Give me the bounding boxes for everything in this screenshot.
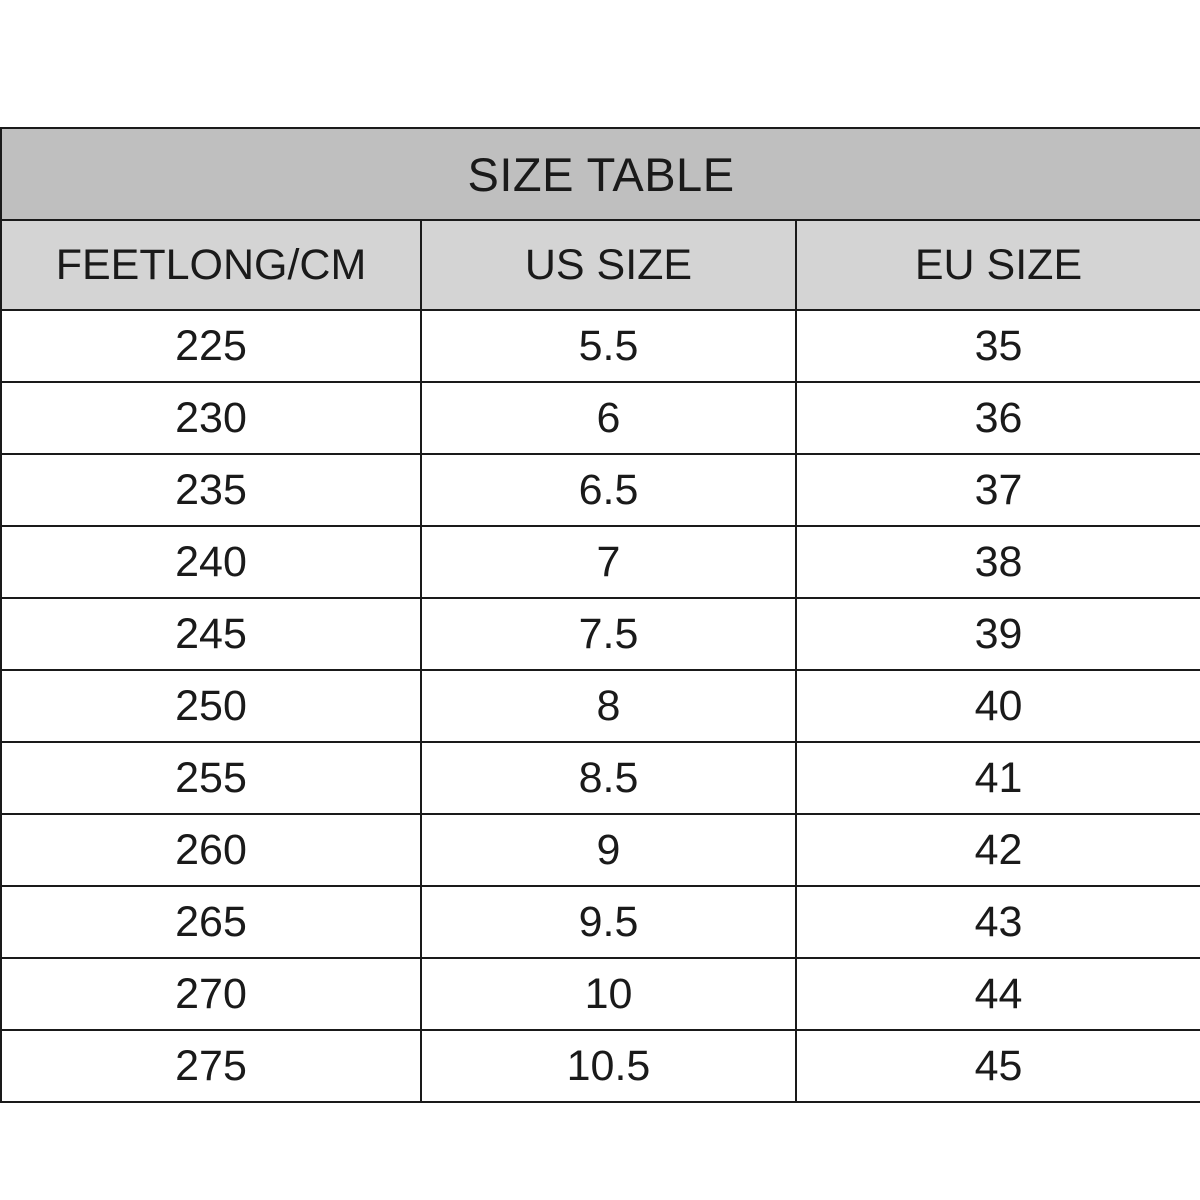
cell-eu-size: 43 (796, 886, 1200, 958)
cell-feetlong: 240 (1, 526, 421, 598)
cell-eu-size: 38 (796, 526, 1200, 598)
cell-feetlong: 250 (1, 670, 421, 742)
cell-eu-size: 41 (796, 742, 1200, 814)
cell-eu-size: 42 (796, 814, 1200, 886)
cell-eu-size: 44 (796, 958, 1200, 1030)
table-title: SIZE TABLE (1, 128, 1200, 220)
column-header-eu-size: EU SIZE (796, 220, 1200, 310)
cell-feetlong: 270 (1, 958, 421, 1030)
table-header-row (1, 220, 1200, 310)
table-row (1, 454, 1200, 526)
column-header-us-size: US SIZE (421, 220, 796, 310)
cell-us-size: 10 (421, 958, 796, 1030)
cell-us-size: 6.5 (421, 454, 796, 526)
table-row (1, 598, 1200, 670)
table-row (1, 742, 1200, 814)
table-title-row (1, 128, 1200, 220)
size-table (0, 127, 1200, 1103)
table-row (1, 382, 1200, 454)
table-row (1, 1030, 1200, 1102)
cell-us-size: 9.5 (421, 886, 796, 958)
cell-feetlong: 275 (1, 1030, 421, 1102)
table-row (1, 958, 1200, 1030)
cell-eu-size: 37 (796, 454, 1200, 526)
table-row (1, 886, 1200, 958)
column-header-feetlong: FEETLONG/CM (1, 220, 421, 310)
cell-feetlong: 260 (1, 814, 421, 886)
cell-eu-size: 35 (796, 310, 1200, 382)
cell-feetlong: 230 (1, 382, 421, 454)
table-row (1, 310, 1200, 382)
cell-us-size: 10.5 (421, 1030, 796, 1102)
cell-eu-size: 40 (796, 670, 1200, 742)
table-row (1, 814, 1200, 886)
cell-us-size: 5.5 (421, 310, 796, 382)
cell-us-size: 8.5 (421, 742, 796, 814)
cell-eu-size: 45 (796, 1030, 1200, 1102)
cell-eu-size: 36 (796, 382, 1200, 454)
cell-us-size: 9 (421, 814, 796, 886)
cell-us-size: 6 (421, 382, 796, 454)
cell-feetlong: 235 (1, 454, 421, 526)
cell-feetlong: 245 (1, 598, 421, 670)
cell-us-size: 7 (421, 526, 796, 598)
cell-us-size: 7.5 (421, 598, 796, 670)
cell-eu-size: 39 (796, 598, 1200, 670)
cell-feetlong: 255 (1, 742, 421, 814)
size-table-container (0, 127, 1200, 1103)
cell-us-size: 8 (421, 670, 796, 742)
cell-feetlong: 225 (1, 310, 421, 382)
cell-feetlong: 265 (1, 886, 421, 958)
table-row (1, 526, 1200, 598)
table-row (1, 670, 1200, 742)
